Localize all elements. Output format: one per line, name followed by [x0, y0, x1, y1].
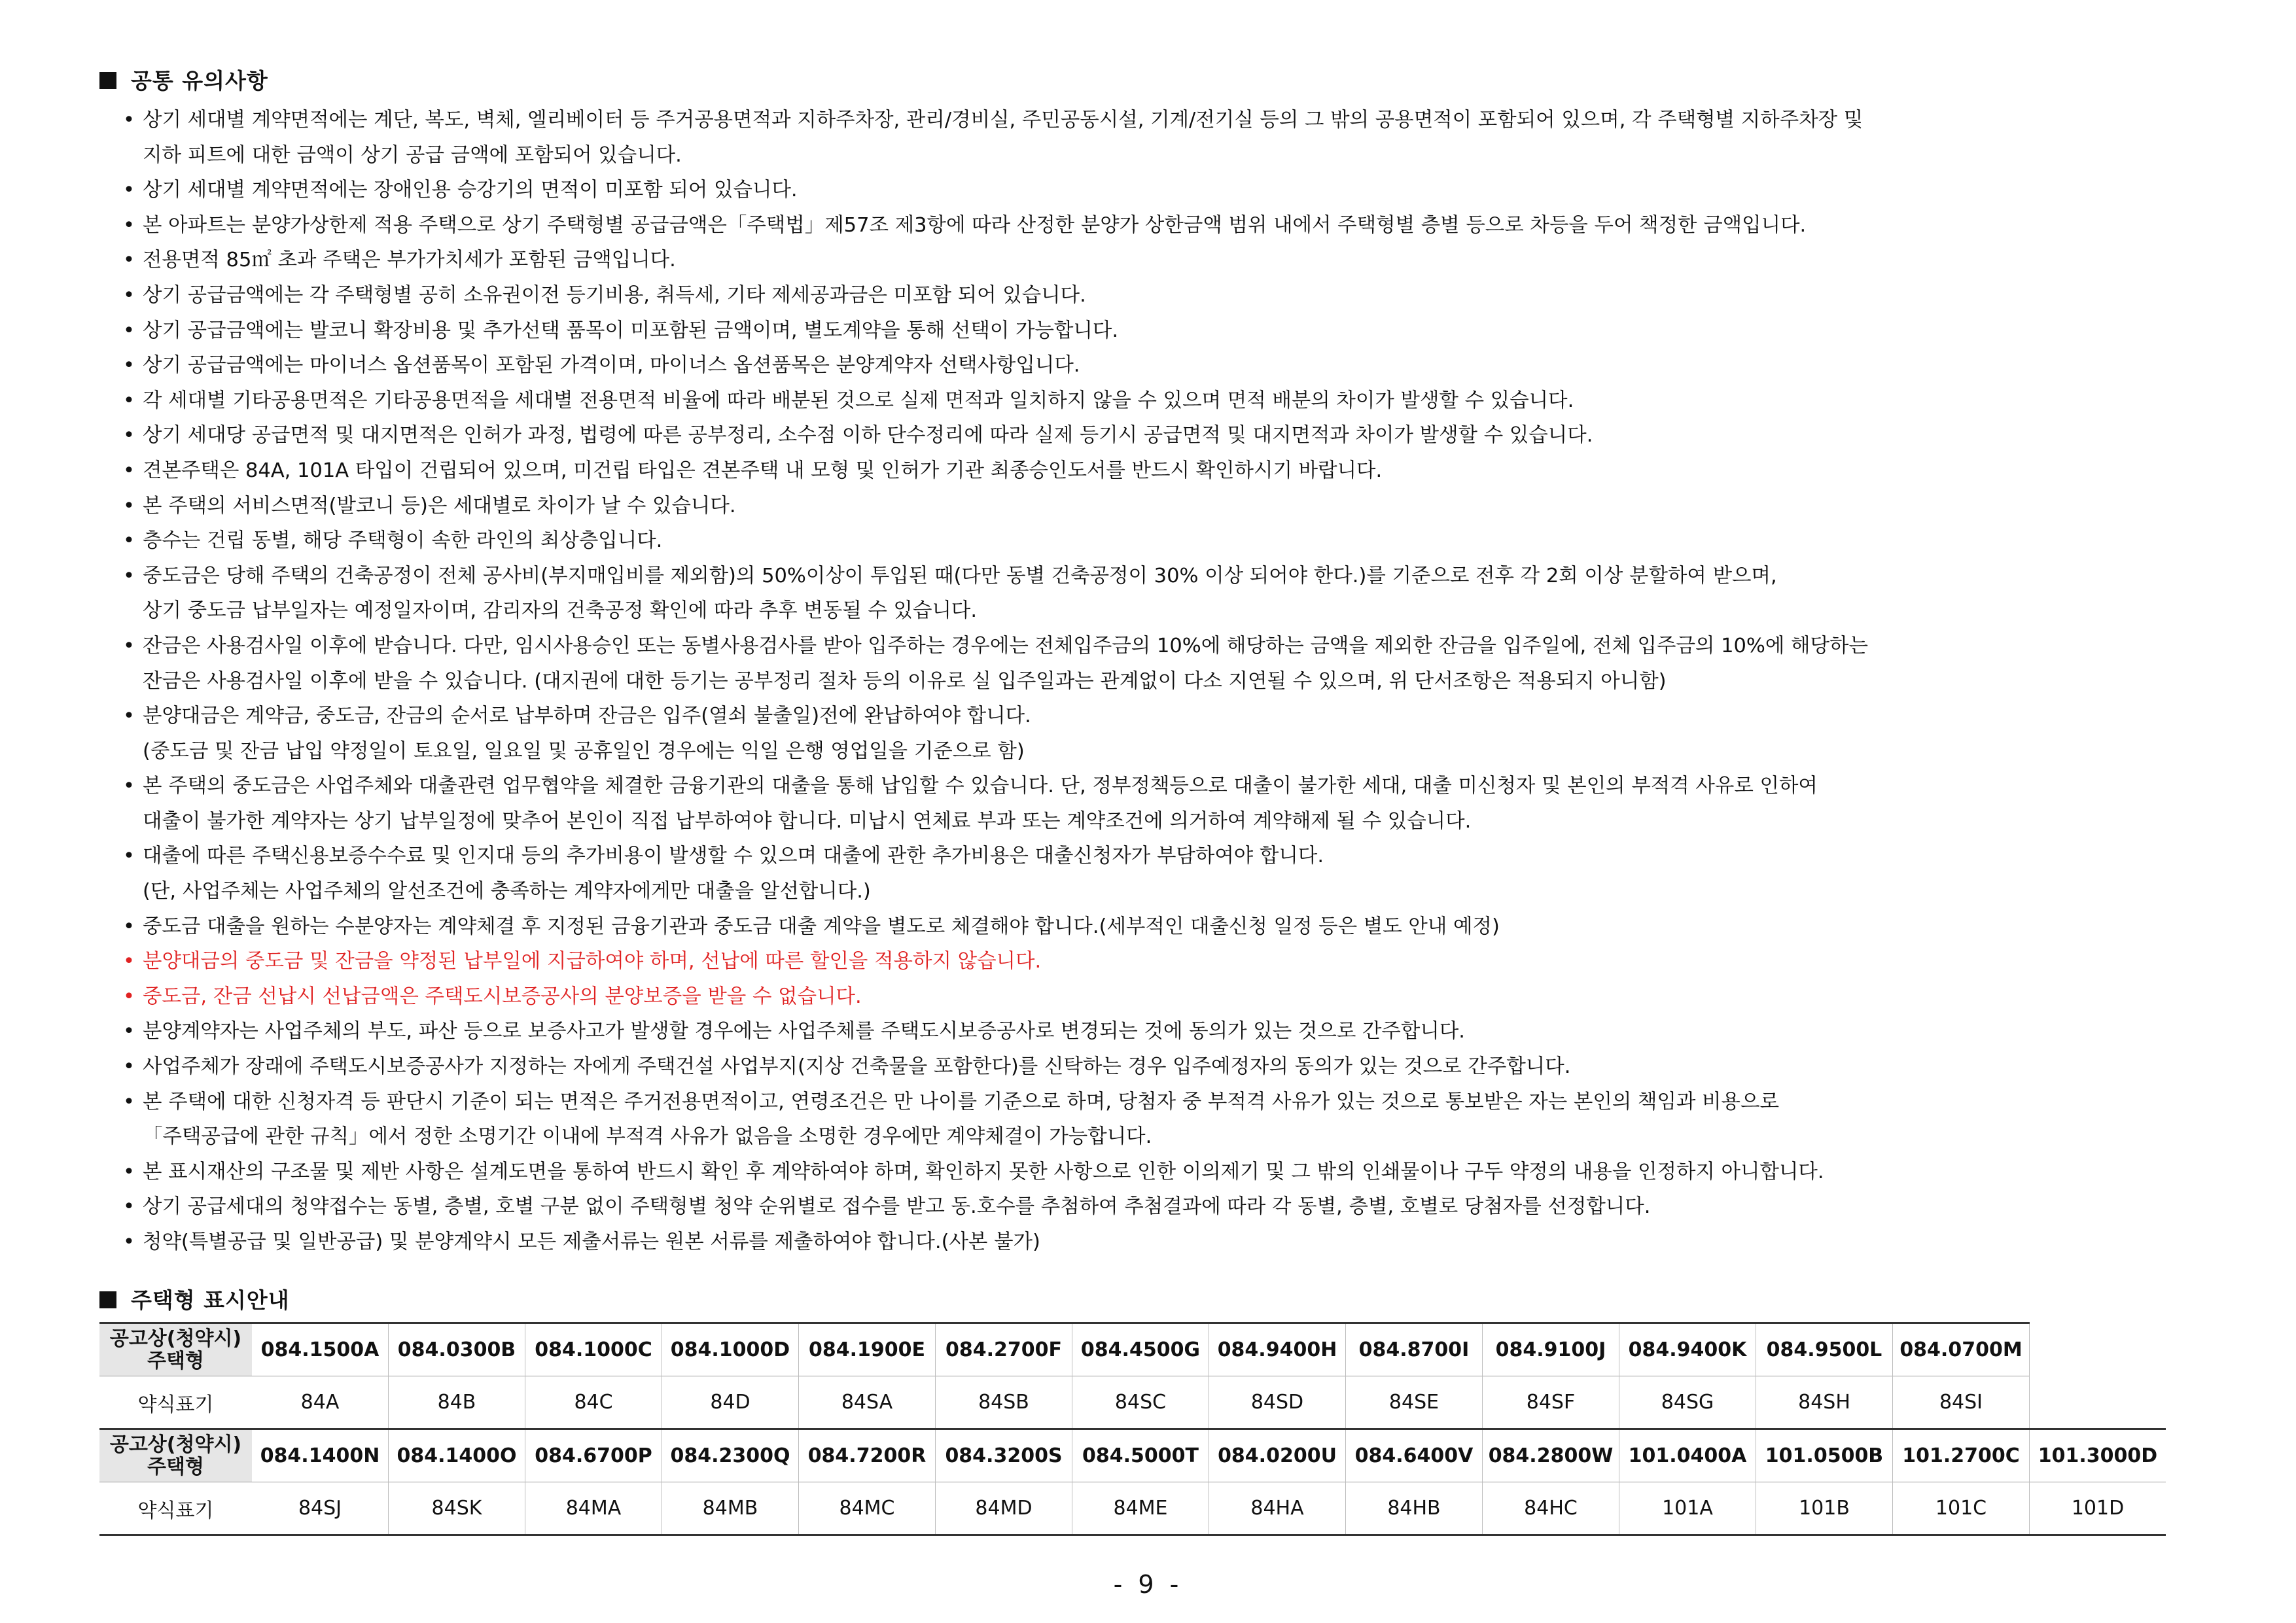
note-item: • 각 세대별 기타공용면적은 기타공용면적을 세대별 전용면적 비율에 따라 배분된 것으로 실제 면적과 일치하지 않을 수 있으며 면적 배분의 차이가 발생할 수 있습니다. — [116, 383, 2230, 419]
note-item: • 대출에 따른 주택신용보증수수료 및 인지대 등의 추가비용이 발생할 수 있으며 대출에 관한 추가비용은 대출신청자가 부담하여야 합니다. — [116, 839, 2230, 874]
type-code-cell: 084.3200S — [936, 1429, 1072, 1482]
type-code-cell: 084.6400V — [1346, 1429, 1483, 1482]
type-abbr-cell: 84HC — [1483, 1482, 1619, 1535]
type-code-cell: 084.1900E — [799, 1323, 936, 1376]
type-code-cell: 084.8700I — [1346, 1323, 1483, 1376]
note-item: • 청약(특별공급 및 일반공급) 및 분양계약시 모든 제출서류는 원본 서류를 제출하여야 합니다.(사본 불가) — [116, 1225, 2230, 1260]
type-code-cell: 084.1400N — [252, 1429, 389, 1482]
abbr-label-cell: 약식표기 — [99, 1482, 252, 1535]
type-abbr-cell: 84A — [252, 1376, 389, 1429]
note-item: • 본 아파트는 분양가상한제 적용 주택으로 상기 주택형별 공급금액은「주택법」제57조 제3항에 따라 산정한 분양가 상한금액 범위 내에서 주택형별 층별 등으로 차등을 두어 책정한 금액입니다. — [116, 208, 2230, 243]
note-item-continuation: (중도금 및 잔금 납입 약정일이 토요일, 일요일 및 공휴일인 경우에는 익일 은행 영업일을 기준으로 함) — [143, 739, 1025, 763]
type-abbr-cell: 84SF — [1483, 1376, 1619, 1429]
note-item-continuation: 잔금은 사용검사일 이후에 받을 수 있습니다. (대지권에 대한 등기는 공부정리 절차 등의 이유로 실 입주일과는 관계없이 다소 지연될 수 있으며, 위 단서조항은 적용되지 아니함) — [143, 669, 1667, 693]
note-item: • 분양대금의 중도금 및 잔금을 약정된 납부일에 지급하여야 하며, 선납에 따른 할인을 적용하지 않습니다. — [116, 944, 2230, 979]
type-abbr-cell: 84SB — [936, 1376, 1072, 1429]
square-bullet-icon — [99, 72, 116, 89]
type-abbr-cell: 84SI — [1893, 1376, 2030, 1429]
note-item: • 본 표시재산의 구조물 및 제반 사항은 설계도면을 통하여 반드시 확인 후 계약하여야 하며, 확인하지 못한 사항으로 인한 이의제기 및 그 밖의 인쇄물이나 구두 약정의 내용을 인정하지 아니합니다. — [116, 1155, 2230, 1190]
type-abbr-cell: 84B — [389, 1376, 525, 1429]
note-item: • 중도금, 잔금 선납시 선납금액은 주택도시보증공사의 분양보증을 받을 수 없습니다. — [116, 979, 2230, 1015]
type-code-cell: 084.6700P — [525, 1429, 662, 1482]
note-item-continuation: 지하 피트에 대한 금액이 상기 공급 금액에 포함되어 있습니다. — [143, 143, 682, 167]
note-item: • 상기 세대별 계약면적에는 계단, 복도, 벽체, 엘리베이터 등 주거공용면적과 지하주차장, 관리/경비실, 주민공동시설, 기계/전기실 등의 그 밖의 공용면적이 포함되어 있으며, 각 주택형별 지하주차장 및 — [116, 103, 2230, 138]
note-item: • 상기 공급금액에는 발코니 확장비용 및 추가선택 품목이 미포함된 금액이며, 별도계약을 통해 선택이 가능합니다. — [116, 313, 2230, 349]
type-code-cell: 084.1000D — [662, 1323, 799, 1376]
note-item: • 층수는 건립 동별, 해당 주택형이 속한 라인의 최상층입니다. — [116, 523, 2230, 559]
abbr-label-cell: 약식표기 — [99, 1376, 252, 1429]
type-abbr-cell: 84SK — [389, 1482, 525, 1535]
note-item: • 중도금 대출을 원하는 수분양자는 계약체결 후 지정된 금융기관과 중도금 대출 계약을 별도로 체결해야 합니다.(세부적인 대출신청 일정 등은 별도 안내 예정) — [116, 909, 2230, 945]
square-bullet-icon — [99, 1291, 116, 1308]
note-item: • 전용면적 85㎡ 초과 주택은 부가가치세가 포함된 금액입니다. — [116, 243, 2230, 278]
note-item: • 사업주체가 장래에 주택도시보증공사가 지정하는 자에게 주택건설 사업부지(지상 건축물을 포함한다)를 신탁하는 경우 입주예정자의 동의가 있는 것으로 간주합니다. — [116, 1049, 2230, 1085]
section-title: 공통 유의사항 — [131, 68, 268, 94]
type-abbr-cell: 84SH — [1756, 1376, 1893, 1429]
type-abbr-cell: 84C — [525, 1376, 662, 1429]
note-item: • 상기 공급금액에는 마이너스 옵션품목이 포함된 가격이며, 마이너스 옵션품목은 분양계약자 선택사항입니다. — [116, 348, 2230, 383]
section-heading-common-notes — [99, 64, 268, 95]
type-code-cell: 084.5000T — [1072, 1429, 1209, 1482]
type-code-cell: 101.0400A — [1619, 1429, 1756, 1482]
type-abbr-cell: 84SA — [799, 1376, 936, 1429]
type-abbr-cell: 84SJ — [252, 1482, 389, 1535]
type-code-cell: 084.2300Q — [662, 1429, 799, 1482]
type-code-cell: 084.4500G — [1072, 1323, 1209, 1376]
housing-type-table — [99, 1322, 2166, 1536]
type-abbr-cell: 101A — [1619, 1482, 1756, 1535]
table-row — [99, 1482, 2166, 1535]
type-code-cell: 084.9400K — [1619, 1323, 1756, 1376]
type-code-cell: 101.0500B — [1756, 1429, 1893, 1482]
note-item: • 분양계약자는 사업주체의 부도, 파산 등으로 보증사고가 발생할 경우에는 사업주체를 주택도시보증공사로 변경되는 것에 동의가 있는 것으로 간주합니다. — [116, 1014, 2230, 1049]
type-code-cell: 101.3000D — [2030, 1429, 2166, 1482]
type-code-cell: 084.1400O — [389, 1429, 525, 1482]
type-code-cell: 084.9400H — [1209, 1323, 1346, 1376]
type-abbr-cell: 84SC — [1072, 1376, 1209, 1429]
note-item-continuation: 대출이 불가한 계약자는 상기 납부일정에 맞추어 본인이 직접 납부하여야 합니다. 미납시 연체료 부과 또는 계약조건에 의거하여 계약해제 될 수 있습니다. — [143, 809, 1472, 833]
type-abbr-cell: 84HB — [1346, 1482, 1483, 1535]
note-item: • 잔금은 사용검사일 이후에 받습니다. 다만, 임시사용승인 또는 동별사용검사를 받아 입주하는 경우에는 전체입주금의 10%에 해당하는 금액을 제외한 잔금을 입주일에, 전체 입주금의 10%에 해당하는 — [116, 629, 2230, 664]
note-item: • 본 주택에 대한 신청자격 등 판단시 기준이 되는 면적은 주거전용면적이고, 연령조건은 만 나이를 기준으로 하며, 당첨자 중 부적격 사유가 있는 것으로 통보받은 자는 본인의 책임과 비용으로 — [116, 1085, 2230, 1120]
type-code-cell: 084.1000C — [525, 1323, 662, 1376]
note-item: • 본 주택의 서비스면적(발코니 등)은 세대별로 차이가 날 수 있습니다. — [116, 489, 2230, 524]
table-row — [99, 1376, 2166, 1429]
type-code-cell: 084.9500L — [1756, 1323, 1893, 1376]
header-cell: 공고상(청약시) 주택형 — [99, 1323, 252, 1376]
section-title: 주택형 표시안내 — [131, 1287, 290, 1313]
note-item-continuation: (단, 사업주체는 사업주체의 알선조건에 충족하는 계약자에게만 대출을 알선합니다.) — [143, 880, 871, 903]
type-abbr-cell: 84MB — [662, 1482, 799, 1535]
note-item-continuation: 상기 중도금 납부일자는 예정일자이며, 감리자의 건축공정 확인에 따라 추후 변동될 수 있습니다. — [143, 599, 978, 623]
type-abbr-cell: 84HA — [1209, 1482, 1346, 1535]
type-abbr-cell: 84MA — [525, 1482, 662, 1535]
type-code-cell: 101.2700C — [1893, 1429, 2030, 1482]
note-item: • 본 주택의 중도금은 사업주체와 대출관련 업무협약을 체결한 금융기관의 대출을 통해 납입할 수 있습니다. 단, 정부정책등으로 대출이 불가한 세대, 대출 미신청자 및 본인의 부적격 사유로 인하여 — [116, 769, 2230, 804]
type-abbr-cell: 84ME — [1072, 1482, 1209, 1535]
page-number: - 9 - — [1113, 1570, 1183, 1599]
note-item: • 상기 공급금액에는 각 주택형별 공히 소유권이전 등기비용, 취득세, 기타 제세공과금은 미포함 되어 있습니다. — [116, 278, 2230, 313]
note-item: • 상기 공급세대의 청약접수는 동별, 층별, 호별 구분 없이 주택형별 청약 순위별로 접수를 받고 동.호수를 추첨하여 추첨결과에 따라 각 동별, 층별, 호별로 당첨자를 선정합니다. — [116, 1189, 2230, 1225]
type-code-cell: 084.9100J — [1483, 1323, 1619, 1376]
type-abbr-cell: 84SE — [1346, 1376, 1483, 1429]
type-abbr-cell: 101C — [1893, 1482, 2030, 1535]
table-row — [99, 1323, 2166, 1376]
type-code-cell: 084.0300B — [389, 1323, 525, 1376]
type-code-cell: 084.7200R — [799, 1429, 936, 1482]
note-item: • 견본주택은 84A, 101A 타입이 건립되어 있으며, 미건립 타입은 견본주택 내 모형 및 인허가 기관 최종승인도서를 반드시 확인하시기 바랍니다. — [116, 453, 2230, 489]
type-abbr-cell: 84SG — [1619, 1376, 1756, 1429]
table-row — [99, 1429, 2166, 1482]
type-abbr-cell: 84MC — [799, 1482, 936, 1535]
type-abbr-cell: 101D — [2030, 1482, 2166, 1535]
notes-list — [116, 103, 2230, 1260]
header-cell: 공고상(청약시) 주택형 — [99, 1429, 252, 1482]
type-code-cell: 084.0700M — [1893, 1323, 2030, 1376]
type-code-cell: 084.1500A — [252, 1323, 389, 1376]
type-abbr-cell: 101B — [1756, 1482, 1893, 1535]
section-heading-housing-types — [99, 1283, 290, 1314]
note-item: • 상기 세대당 공급면적 및 대지면적은 인허가 과정, 법령에 따른 공부정리, 소수점 이하 단수정리에 따라 실제 등기시 공급면적 및 대지면적과 차이가 발생할 수 있습니다. — [116, 418, 2230, 453]
type-abbr-cell: 84MD — [936, 1482, 1072, 1535]
type-code-cell: 084.2700F — [936, 1323, 1072, 1376]
type-code-cell: 084.0200U — [1209, 1429, 1346, 1482]
note-item: • 상기 세대별 계약면적에는 장애인용 승강기의 면적이 미포함 되어 있습니다. — [116, 173, 2230, 208]
type-abbr-cell: 84SD — [1209, 1376, 1346, 1429]
note-item: • 중도금은 당해 주택의 건축공정이 전체 공사비(부지매입비를 제외함)의 50%이상이 투입된 때(다만 동별 건축공정이 30% 이상 되어야 한다.)를 기준으로 전후 각 2회 이상 분할하여 받으며, — [116, 559, 2230, 594]
note-item-continuation: 「주택공급에 관한 규칙」에서 정한 소명기간 이내에 부적격 사유가 없음을 소명한 경우에만 계약체결이 가능합니다. — [143, 1125, 1152, 1149]
note-item: • 분양대금은 계약금, 중도금, 잔금의 순서로 납부하며 잔금은 입주(열쇠 불출일)전에 완납하여야 합니다. — [116, 699, 2230, 734]
type-abbr-cell: 84D — [662, 1376, 799, 1429]
type-code-cell: 084.2800W — [1483, 1429, 1619, 1482]
